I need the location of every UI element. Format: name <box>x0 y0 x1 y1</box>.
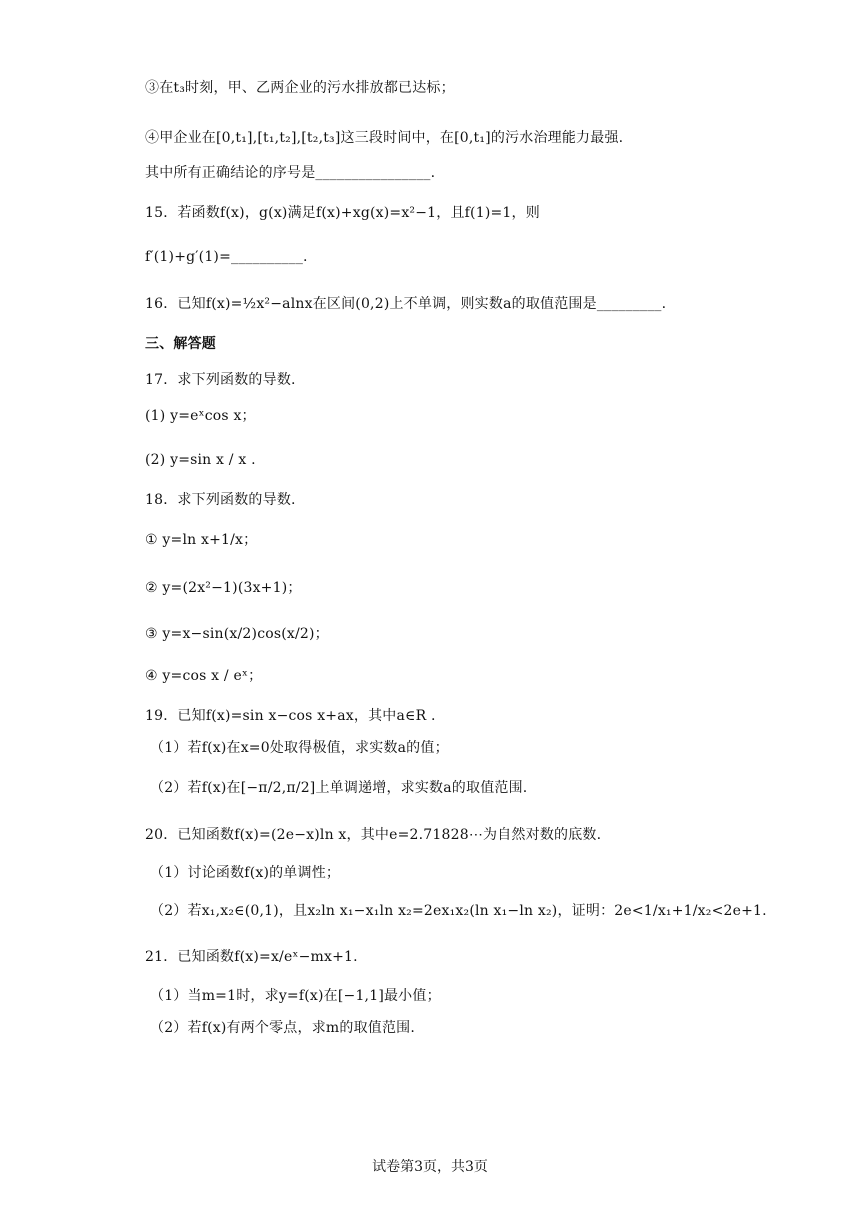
q15-stem: 15．若函数f(x)，g(x)满足f(x)+xg(x)=x²−1，且f(1)=1，则 <box>145 205 540 221</box>
q18-part4: ④ y=cos x / eˣ； <box>145 668 263 684</box>
q14-item3: ③在t₃时刻，甲、乙两企业的污水排放都已达标； <box>145 80 455 96</box>
q20-part2: （2）若x₁,x₂∈(0,1)，且x₂ln x₁−x₁ln x₂=2ex₁x₂(ln x₁−ln x₂)，证明：2e<1/x₁+1/x₂<2e+1. <box>150 903 767 919</box>
q17-stem: 17．求下列函数的导数. <box>145 372 296 388</box>
answer-blank: __________ <box>231 249 304 265</box>
q14-answer-line: 其中所有正确结论的序号是________________. <box>145 165 436 181</box>
section-heading: 三、解答题 <box>145 336 216 352</box>
q20-stem: 20．已知函数f(x)=(2e−x)ln x，其中e=2.71828⋯为自然对数的底数. <box>145 827 602 843</box>
q21-stem: 21．已知函数f(x)=x/eˣ−mx+1. <box>145 949 358 965</box>
q14-item4: ④甲企业在[0,t₁],[t₁,t₂],[t₂,t₃]这三段时间中，在[0,t₁]的污水治理能力最强. <box>145 130 624 146</box>
q17-part2: (2) y=sin x / x . <box>145 452 256 468</box>
q20-part1: （1）讨论函数f(x)的单调性； <box>150 865 341 881</box>
q15-answer-line: f′(1)+g′(1)=__________. <box>145 249 308 265</box>
answer-blank: _________ <box>596 296 662 312</box>
q21-part2: （2）若f(x)有两个零点，求m的取值范围. <box>150 1020 416 1036</box>
q18-part2: ② y=(2x²−1)(3x+1)； <box>145 580 302 596</box>
q19-part1: （1）若f(x)在x=0处取得极值，求实数a的值； <box>150 740 449 756</box>
page-footer: 试卷第3页，共3页 <box>372 1159 488 1175</box>
q19-part2: （2）若f(x)在[−π/2,π/2]上单调递增，求实数a的取值范围. <box>150 780 528 796</box>
q19-stem: 19．已知f(x)=sin x−cos x+ax，其中a∈R . <box>145 708 436 724</box>
answer-blank: ________________ <box>315 165 431 181</box>
q21-part1: （1）当m=1时，求y=f(x)在[−1,1]最小值； <box>150 988 441 1004</box>
q18-part3: ③ y=x−sin(x/2)cos(x/2)； <box>145 626 329 642</box>
q18-stem: 18．求下列函数的导数. <box>145 492 296 508</box>
q18-part1: ① y=ln x+1/x； <box>145 532 258 548</box>
q16-line: 16．已知f(x)=½x²−alnx在区间(0,2)上不单调，则实数a的取值范围是_________. <box>145 296 667 312</box>
q17-part1: (1) y=eˣcos x； <box>145 408 256 424</box>
